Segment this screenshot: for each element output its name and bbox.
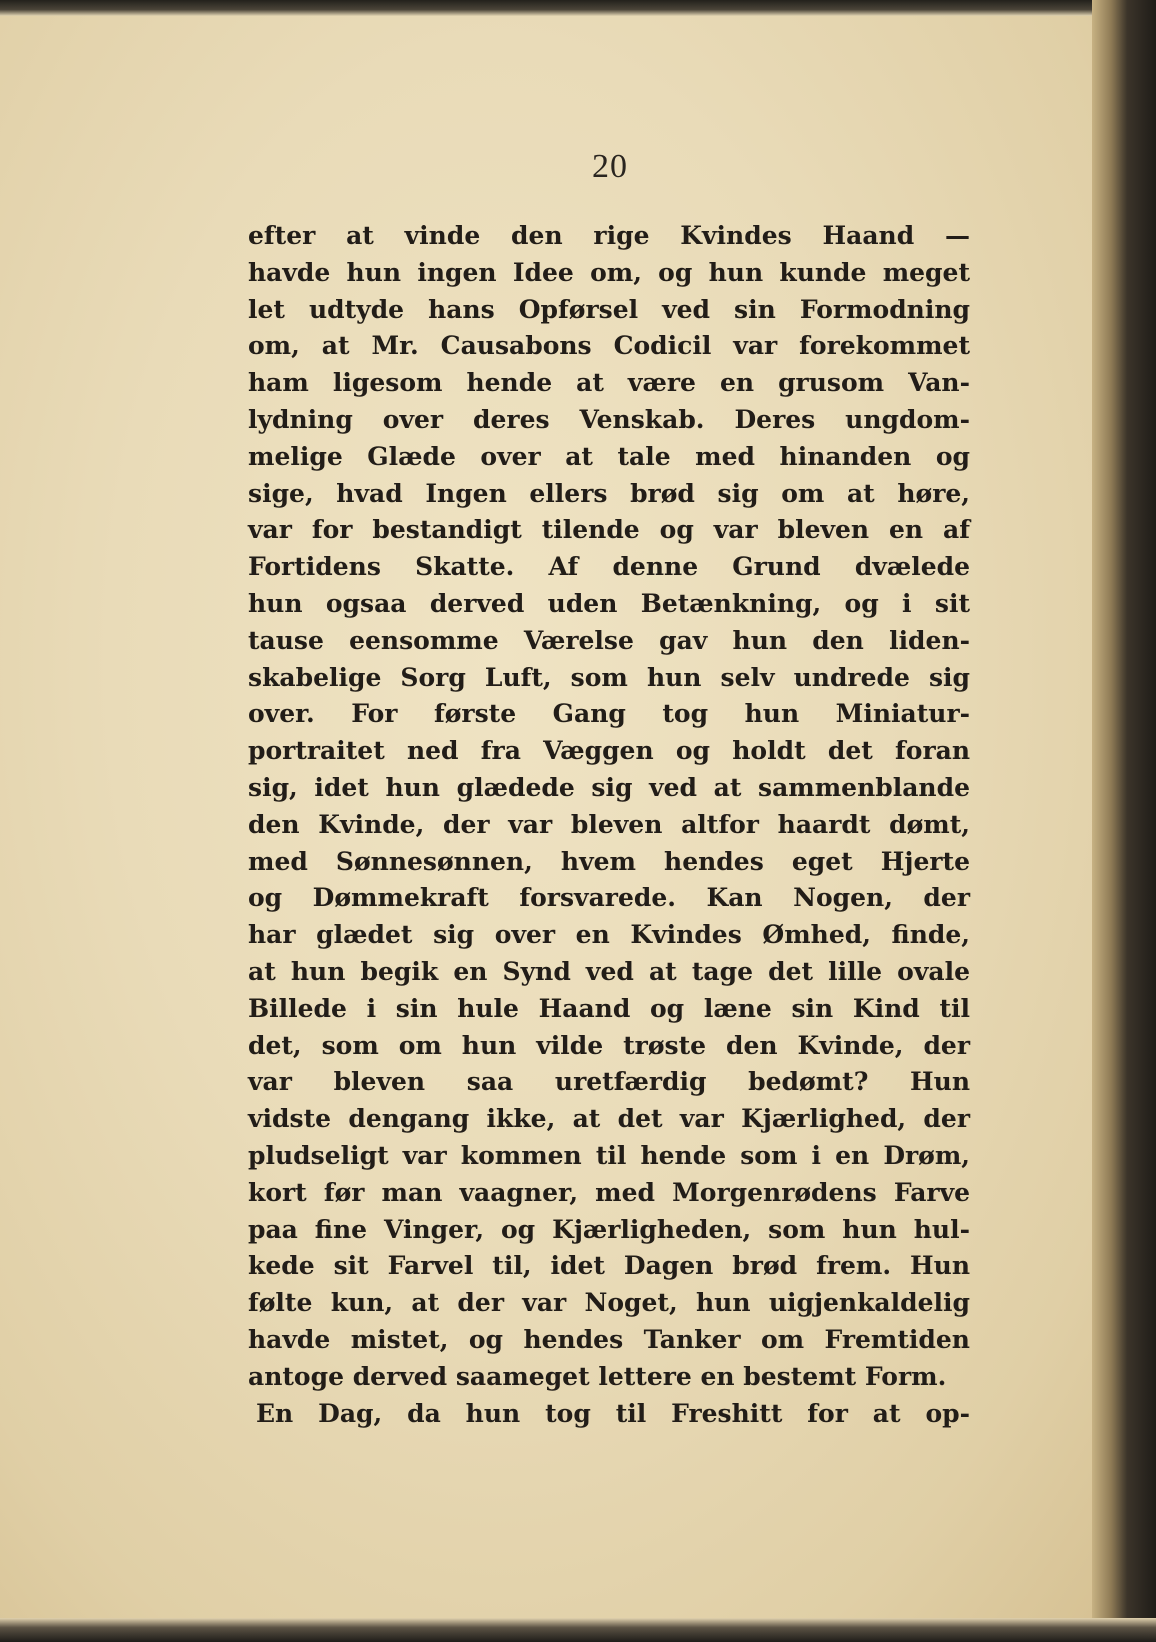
text-line: følte kun, at der var Noget, hun uigjenkaldelig xyxy=(248,1288,970,1318)
text-line: pludseligt var kommen til hende som i en Drøm, xyxy=(248,1140,970,1170)
text-line: med Sønnesønnen, hvem hendes eget Hjerte xyxy=(248,846,970,876)
text-line: portraitet ned fra Væggen og holdt det foran xyxy=(248,736,970,766)
text-line: og Dømmekraft forsvarede. Kan Nogen, der xyxy=(248,883,970,913)
text-line: sige, hvad Ingen ellers brød sig om at høre, xyxy=(248,478,970,508)
text-line: En Dag, da hun tog til Freshitt for at op- xyxy=(256,1398,970,1428)
text-line: havde mistet, og hendes Tanker om Fremtiden xyxy=(248,1324,970,1354)
text-line: kede sit Farvel til, idet Dagen brød frem. Hun xyxy=(248,1251,970,1281)
text-line: melige Glæde over at tale med hinanden og xyxy=(248,441,970,471)
text-line: Fortidens Skatte. Af denne Grund dvælede xyxy=(248,552,970,582)
text-line: skabelige Sorg Luft, som hun selv undrede sig xyxy=(248,662,970,692)
text-line: det, som om hun vilde trøste den Kvinde, der xyxy=(248,1030,970,1060)
text-line: at hun begik en Synd ved at tage det lille ovale xyxy=(248,956,970,986)
text-line: ham ligesom hende at være en grusom Van- xyxy=(248,368,970,398)
text-line: let udtyde hans Opførsel ved sin Formodning xyxy=(248,294,970,324)
page-number: 20 xyxy=(592,148,628,185)
text-line: om, at Mr. Causabons Codicil var forekommet xyxy=(248,331,970,361)
text-line: kort før man vaagner, med Morgenrødens Farve xyxy=(248,1177,970,1207)
text-line: efter at vinde den rige Kvindes Haand — xyxy=(248,221,970,250)
text-line: sig, idet hun glædede sig ved at sammenblande xyxy=(248,772,970,802)
text-line: Billede i sin hule Haand og læne sin Kind til xyxy=(248,993,970,1023)
text-line: over. For første Gang tog hun Miniatur- xyxy=(248,699,970,729)
text-line: havde hun ingen Idee om, og hun kunde meget xyxy=(248,257,970,287)
text-line: hun ogsaa derved uden Betænkning, og i sit xyxy=(248,588,970,618)
text-line: vidste dengang ikke, at det var Kjærlighed, der xyxy=(248,1104,970,1134)
text-line: har glædet sig over en Kvindes Ømhed, finde, xyxy=(248,920,970,950)
body-text xyxy=(248,218,970,1432)
top-edge-shadow xyxy=(0,0,1156,16)
text-line: lydning over deres Venskab. Deres ungdom- xyxy=(248,404,970,434)
text-line: den Kvinde, der var bleven altfor haardt dømt, xyxy=(248,809,970,839)
text-line: var for bestandigt tilende og var bleven en af xyxy=(248,515,970,545)
bottom-edge-shadow xyxy=(0,1618,1156,1642)
text-line: paa fine Vinger, og Kjærligheden, som hun hul- xyxy=(248,1214,970,1244)
text-line: antoge derved saameget lettere en bestemt Form. xyxy=(248,1361,947,1391)
text-line: tause eensomme Værelse gav hun den liden- xyxy=(248,625,970,655)
book-gutter xyxy=(1092,0,1156,1642)
text-line: var bleven saa uretfærdig bedømt? Hun xyxy=(248,1067,970,1097)
